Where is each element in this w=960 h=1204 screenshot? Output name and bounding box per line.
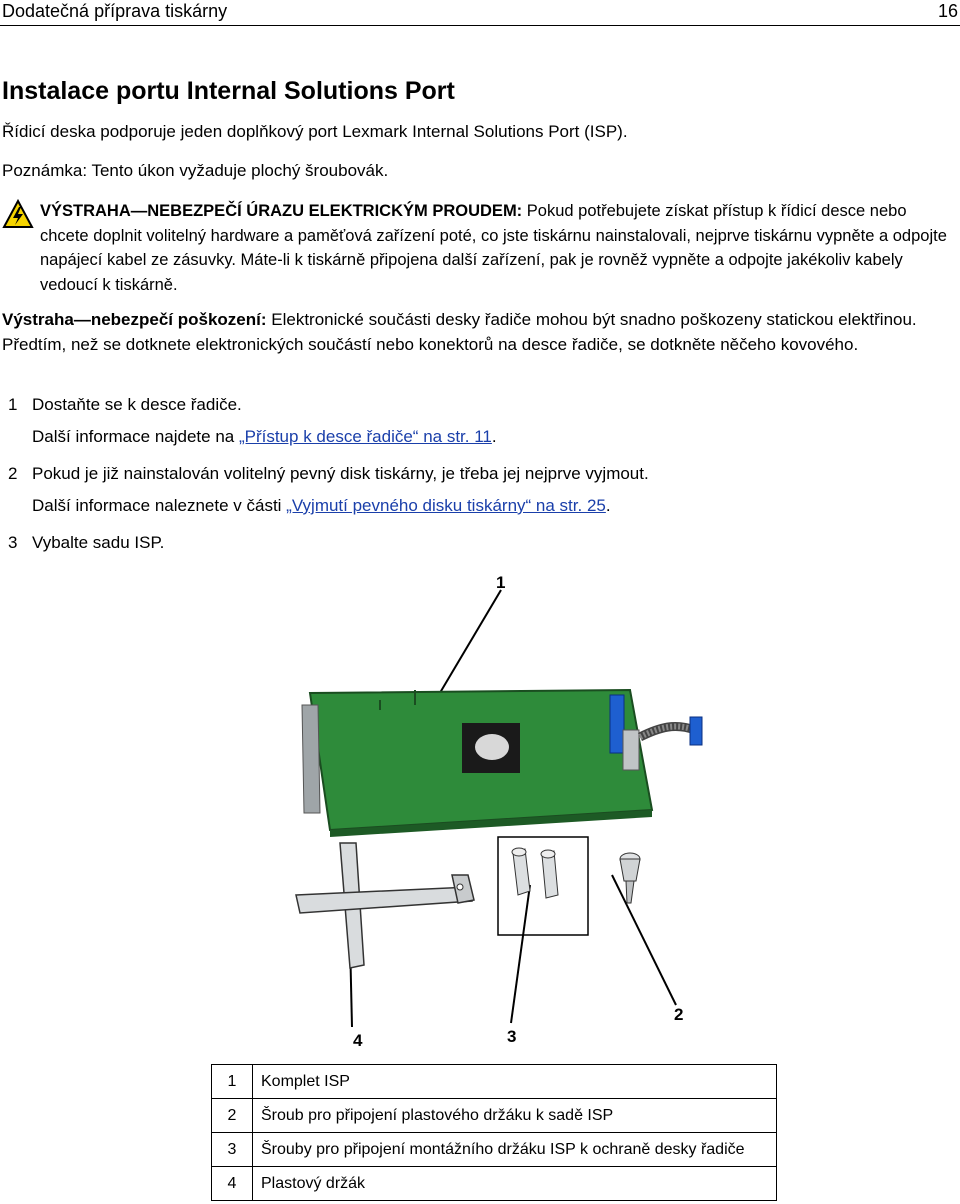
step-1-number: 1 xyxy=(8,395,18,414)
link-access-controller-board[interactable]: „Přístup k desce řadiče“ na str. 11 xyxy=(238,427,492,446)
legend-text: Šroub pro připojení plastového držáku k sadě ISP xyxy=(253,1099,777,1133)
damage-warning xyxy=(2,308,952,357)
standoff-screws xyxy=(498,837,588,935)
callout-2: 2 xyxy=(674,1005,684,1024)
legend-row xyxy=(212,1099,777,1133)
legend-number: 3 xyxy=(212,1133,253,1167)
link-remove-hard-disk[interactable]: „Vyjmutí pevného disku tiskárny“ na str. 25 xyxy=(286,496,606,515)
section-title: Instalace portu Internal Solutions Port xyxy=(2,77,455,105)
page-number: 16 xyxy=(937,1,958,21)
legend-number: 1 xyxy=(212,1065,253,1099)
legend-text: Plastový držák xyxy=(253,1167,777,1201)
warning-label: VÝSTRAHA—NEBEZPEČÍ ÚRAZU ELEKTRICKÝM PROUDEM: xyxy=(40,202,523,220)
callout-3: 3 xyxy=(507,1027,517,1046)
isp-kit-illustration xyxy=(290,565,730,1065)
note xyxy=(2,159,388,183)
electric-warning xyxy=(40,199,955,297)
note-label: Poznámka: xyxy=(2,161,88,180)
electric-hazard-icon xyxy=(2,199,34,229)
callout-1: 1 xyxy=(496,573,506,592)
damage-warning-label: Výstraha—nebezpečí poškození: xyxy=(2,310,267,329)
step-2-reference-suffix: . xyxy=(605,496,611,515)
legend-row xyxy=(212,1065,777,1099)
legend-text: Komplet ISP xyxy=(253,1065,777,1099)
legend-number: 4 xyxy=(212,1167,253,1201)
step-2-reference-prefix: Další informace naleznete v části xyxy=(32,496,287,515)
step-2-reference xyxy=(32,494,611,518)
header-title: Dodatečná příprava tiskárny xyxy=(2,1,228,21)
legend-table xyxy=(211,1064,777,1201)
step-2-text: Pokud je již nainstalován volitelný pevný disk tiskárny, je třeba jej nejprve vyjmout. xyxy=(32,464,649,483)
step-3-number: 3 xyxy=(8,533,18,552)
warning-text: Pokud potřebujete získat přístup k řídicí desce nebo chcete doplnit volitelný hardware a paměťová zařízení poté, co jste tiskárnu nainstalovali, nejprve tiskárnu vypněte a odpojte napájecí kabel ze zásuvky. Máte-li k tiskárně připojena další zařízení, pak je rovněž vypněte a odpojte jakékoliv kabely vedoucí k tiskárně. xyxy=(40,202,947,294)
step-1-reference-suffix: . xyxy=(491,427,497,446)
intro-text: Řídicí deska podporuje jeden doplňkový port Lexmark Internal Solutions Port (ISP). xyxy=(2,122,628,141)
legend-text: Šrouby pro připojení montážního držáku ISP k ochraně desky řadiče xyxy=(253,1133,777,1167)
legend-row xyxy=(212,1167,777,1201)
page-header xyxy=(0,0,960,26)
step-1-reference xyxy=(32,425,497,449)
callout-4: 4 xyxy=(353,1031,363,1050)
legend-number: 2 xyxy=(212,1099,253,1133)
plastic-bracket xyxy=(296,843,474,968)
step-1-text: Dostaňte se k desce řadiče. xyxy=(32,395,242,414)
step-3-text: Vybalte sadu ISP. xyxy=(32,533,165,552)
legend-row xyxy=(212,1133,777,1167)
isp-board xyxy=(302,690,702,837)
step-1-reference-prefix: Další informace najdete na xyxy=(32,427,239,446)
note-text: Tento úkon vyžaduje plochý šroubovák. xyxy=(87,161,389,180)
damage-warning-text: Elektronické součásti desky řadiče mohou být snadno poškozeny statickou elektřinou. Předtím, než se dotknete elektronických součástí nebo konektorů na desce řadiče, se dotkněte něčeho kovového. xyxy=(2,310,917,354)
step-2-number: 2 xyxy=(8,464,18,483)
